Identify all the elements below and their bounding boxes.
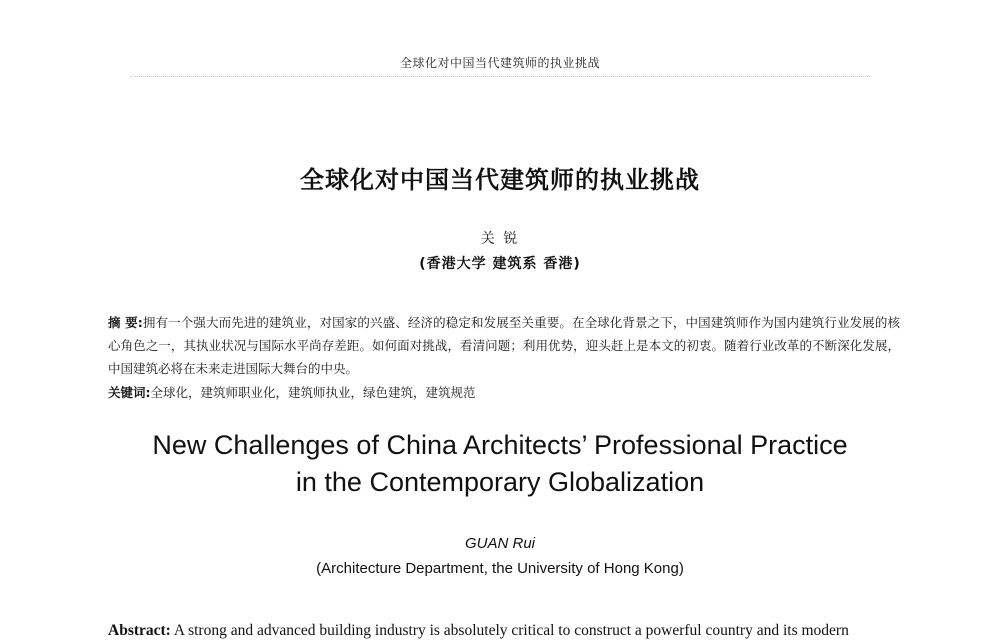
english-abstract-label: Abstract: xyxy=(108,622,171,639)
chinese-abstract xyxy=(108,311,900,380)
chinese-title: 全球化对中国当代建筑师的执业挑战 xyxy=(300,166,700,194)
english-affiliation: (Architecture Department, the University of Hong Kong) xyxy=(316,560,684,577)
chinese-abstract-label: 摘 要: xyxy=(108,315,143,330)
running-header: 全球化对中国当代建筑师的执业挑战 xyxy=(399,56,600,70)
chinese-abstract-text: 拥有一个强大而先进的建筑业，对国家的兴盛、经济的稳定和发展至关重要。在全球化背景之下，中国建筑师作为国内建筑行业发展的核心角色之一，其执业状况与国际水平尚存差距。如何面对挑战，看清问题；利用优势，迎头赶上是本文的初衷。随着行业改革的不断深化发展，中国建筑必将在未来走进国际大舞台的中央。 xyxy=(108,315,900,376)
english-abstract-text: A strong and advanced building industry is absolutely critical to construct a powerful country and its modern xyxy=(173,622,849,639)
chinese-affiliation: (香港大学 建筑系 香港) xyxy=(419,256,581,272)
chinese-keywords xyxy=(108,383,900,403)
chinese-keywords-label: 关键词: xyxy=(108,385,151,400)
english-author: GUAN Rui xyxy=(464,535,535,552)
english-title-line-2: in the Contemporary Globalization xyxy=(295,467,705,497)
chinese-author: 关 锐 xyxy=(480,231,520,247)
chinese-keywords-text: 全球化，建筑师职业化，建筑师执业，绿色建筑，建筑规范 xyxy=(150,385,476,400)
header-divider xyxy=(130,76,870,77)
english-title-line-1: New Challenges of China Architects’ Professional Practice xyxy=(152,430,848,460)
english-abstract xyxy=(108,620,908,642)
english-title xyxy=(0,427,1000,501)
